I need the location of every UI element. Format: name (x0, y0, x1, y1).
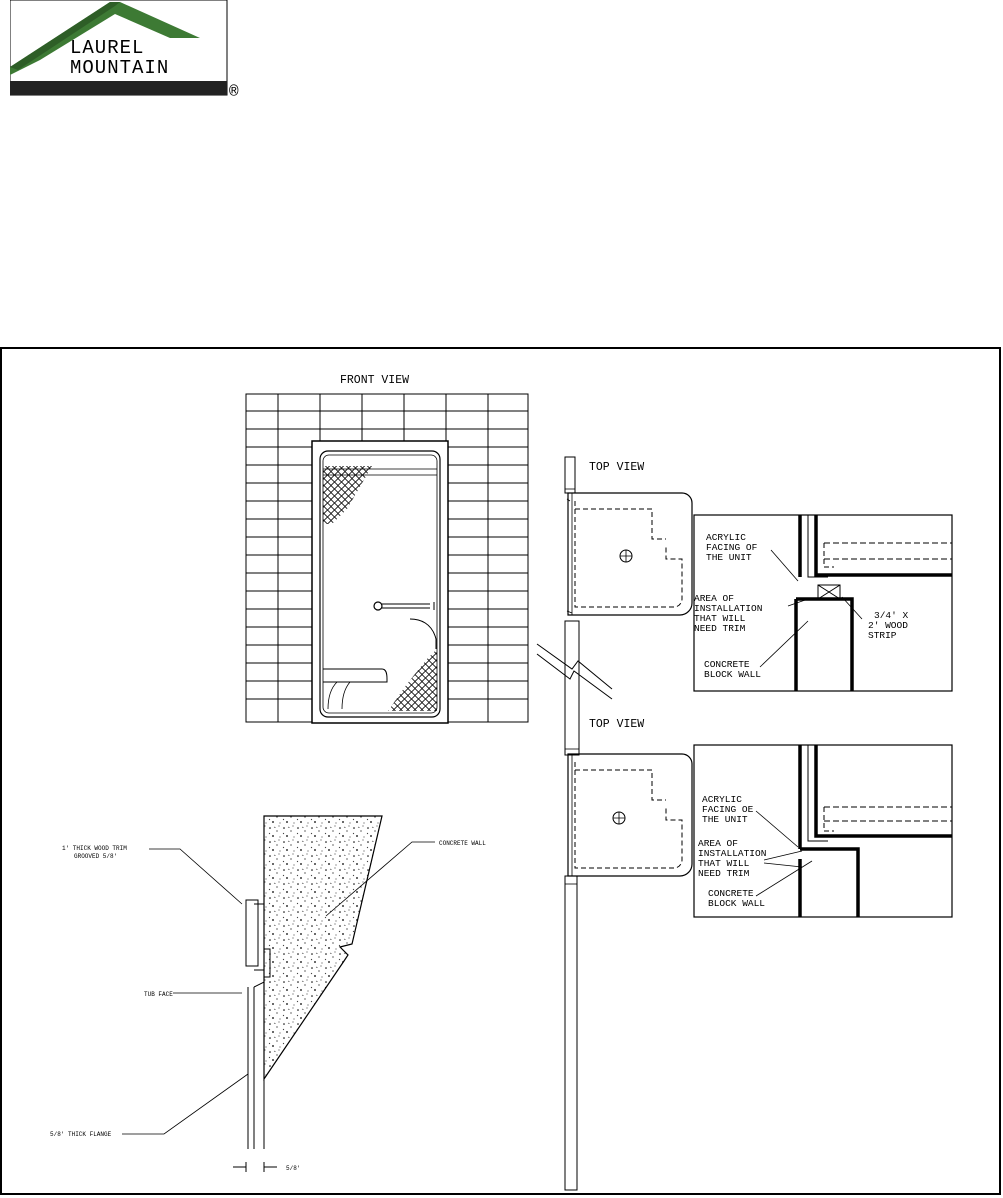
installation-diagram-frame (0, 347, 1001, 1195)
top-view-2-title: TOP VIEW (589, 718, 645, 731)
detail-1-wall-2: BLOCK WALL (704, 669, 762, 680)
detail-1-area-4: NEED TRIM (694, 623, 746, 634)
detail-2-acrylic-3: THE UNIT (702, 814, 748, 825)
detail-1-strip-1: 3/4' X (874, 610, 909, 621)
front-view (246, 374, 528, 723)
trim-label-2: GROOVED 5/8' (74, 853, 118, 860)
logo-line2: MOUNTAIN (70, 57, 170, 79)
top-view-1-title: TOP VIEW (589, 461, 645, 474)
concrete-wall-label: CONCRETE WALL (439, 840, 486, 847)
detail-2-wall-2: BLOCK WALL (708, 898, 766, 909)
detail-1-area-1: AREA OF (694, 593, 734, 604)
detail-1-strip-2: 2' WOOD (868, 620, 908, 631)
logo-bar (10, 81, 227, 95)
detail-1-strip-3: STRIP (868, 630, 897, 641)
detail-1-wall-1: CONCRETE (704, 659, 750, 670)
top-view-1 (537, 457, 692, 755)
installation-diagram (2, 349, 999, 1193)
detail-2-area-1: AREA OF (698, 838, 738, 849)
detail-2-area-3: THAT WILL (698, 858, 750, 869)
section-detail (50, 816, 486, 1172)
laurel-mountain-logo (10, 0, 250, 100)
detail-2-area-4: NEED TRIM (698, 868, 750, 879)
logo-line1: LAUREL (70, 37, 145, 59)
tub-face-label: TUB FACE (144, 991, 173, 998)
detail-1-area-2: INSTALLATION (694, 603, 763, 614)
detail-1-acrylic-2: FACING OF (706, 542, 758, 553)
concrete-wall (264, 816, 382, 1079)
trim-label-1: 1' THICK WOOD TRIM (62, 845, 127, 852)
detail-1-acrylic-1: ACRYLIC (706, 532, 746, 543)
top-view-2 (565, 718, 692, 1190)
registered-mark: ® (229, 83, 239, 100)
detail-1-area-3: THAT WILL (694, 613, 746, 624)
detail-2-acrylic-1: ACRYLIC (702, 794, 742, 805)
detail-2-acrylic-2: FACING OE (702, 804, 754, 815)
detail-1 (694, 515, 952, 691)
detail-2-area-2: INSTALLATION (698, 848, 767, 859)
detail-1-acrylic-3: THE UNIT (706, 552, 752, 563)
detail-2-wall-1: CONCRETE (708, 888, 754, 899)
flange-label: 5/8' THICK FLANGE (50, 1131, 112, 1138)
dimension-label: 5/8' (286, 1165, 301, 1172)
front-view-title: FRONT VIEW (340, 374, 410, 387)
detail-2 (694, 745, 952, 917)
